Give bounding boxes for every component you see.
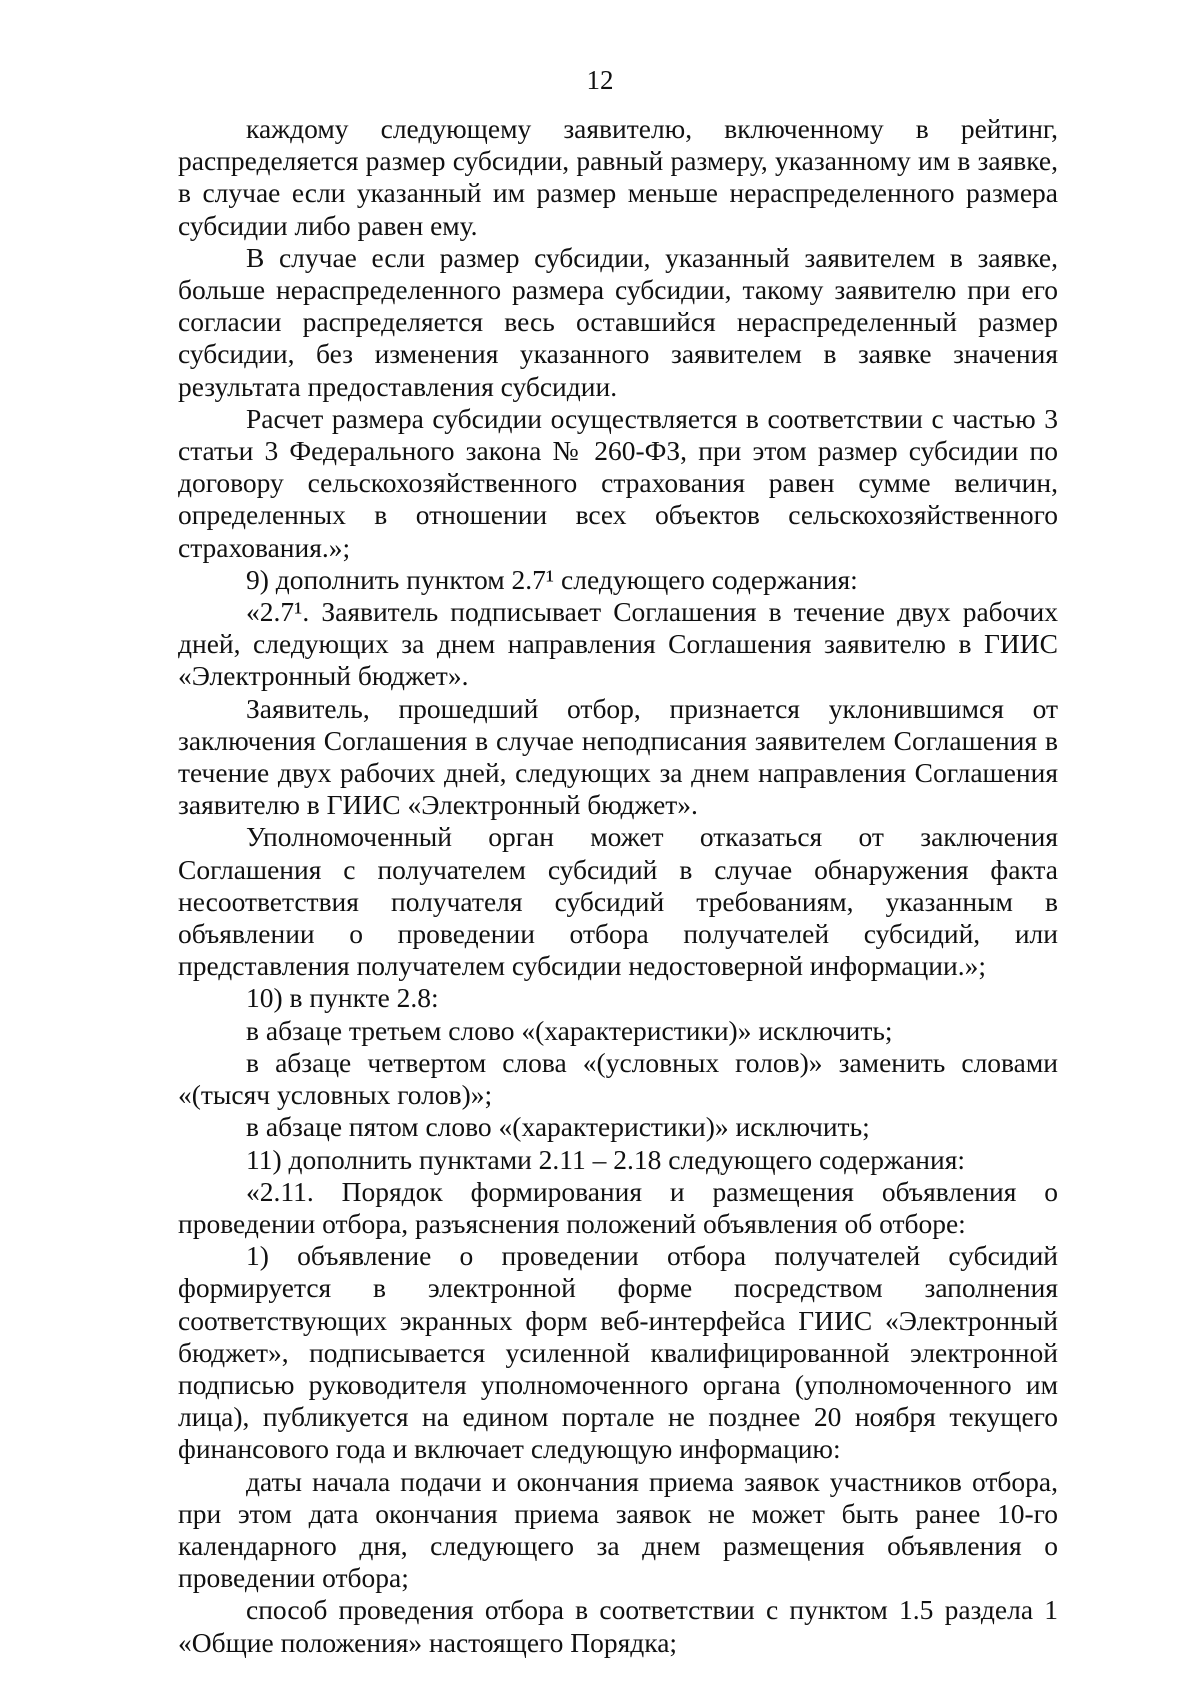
paragraph: Уполномоченный орган может отказаться от заключения Соглашения с получателем субсидий в случае обнаружения факта несоответствия получателя субсидий требованиям, указанным в объявлении о проведении отбора получателей субсидий, или представления получателем субсидии недостоверной информации.»; bbox=[178, 821, 1058, 982]
paragraph: 1) объявление о проведении отбора получателей субсидий формируется в электронной форме посредством заполнения соответствующих экранных форм веб-интерфейса ГИИС «Электронный бюджет», подписывается усиленной квалифицированной электронной подписью руководителя уполномоченного органа (уполномоченного им лица), публикуется на едином портале не позднее 20 ноября текущего финансового года и включает следующую информацию: bbox=[178, 1240, 1058, 1465]
paragraph: в абзаце пятом слово «(характеристики)» исключить; bbox=[246, 1111, 870, 1143]
paragraph: «2.7¹. Заявитель подписывает Соглашения в течение двух рабочих дней, следующих за днем направления Соглашения заявителю в ГИИС «Электронный бюджет». bbox=[178, 596, 1058, 692]
paragraph: даты начала подачи и окончания приема заявок участников отбора, при этом дата окончания приема заявок не может быть ранее 10-го календарного дня, следующего за днем размещения объявления о проведении отбора; bbox=[178, 1465, 1058, 1594]
paragraph: 10) в пункте 2.8: bbox=[246, 982, 439, 1014]
paragraph: Заявитель, прошедший отбор, признается уклонившимся от заключения Соглашения в случае неподписания заявителем Соглашения в течение двух рабочих дней, следующих за днем направления Соглашения заявителю в ГИИС «Электронный бюджет». bbox=[178, 692, 1058, 821]
paragraph: 9) дополнить пунктом 2.7¹ следующего содержания: bbox=[246, 563, 858, 595]
paragraph: в абзаце четвертом слова «(условных голов)» заменить словами «(тысяч условных голов)»; bbox=[178, 1046, 1058, 1111]
paragraph: 11) дополнить пунктами 2.11 – 2.18 следующего содержания: bbox=[246, 1143, 965, 1175]
paragraph: Расчет размера субсидии осуществляется в соответствии с частью 3 статьи 3 Федерального закона № 260-ФЗ, при этом размер субсидии по договору сельскохозяйственного страхования равен сумме величин, определенных в отношении всех объектов сельскохозяйственного страхования.»; bbox=[178, 402, 1058, 563]
paragraph: способ проведения отбора в соответствии с пунктом 1.5 раздела 1 «Общие положения» настоящего Порядка; bbox=[178, 1594, 1058, 1658]
paragraph: каждому следующему заявителю, включенному в рейтинг, распределяется размер субсидии, равный размеру, указанному им в заявке, в случае если указанный им размер меньше нераспределенного размера субсидии либо равен ему. bbox=[178, 113, 1058, 241]
page-number: 12 bbox=[586, 65, 614, 95]
document-body bbox=[178, 113, 1058, 1659]
paragraph: В случае если размер субсидии, указанный заявителем в заявке, больше нераспределенного размера субсидии, такому заявителю при его согласии распределяется весь оставшийся нераспределенный размер субсидии, без изменения указанного заявителем в заявке значения результата предоставления субсидии. bbox=[178, 241, 1058, 402]
paragraph: в абзаце третьем слово «(характеристики)» исключить; bbox=[246, 1014, 893, 1046]
paragraph: «2.11. Порядок формирования и размещения объявления о проведении отбора, разъяснения положений объявления об отборе: bbox=[178, 1175, 1058, 1239]
